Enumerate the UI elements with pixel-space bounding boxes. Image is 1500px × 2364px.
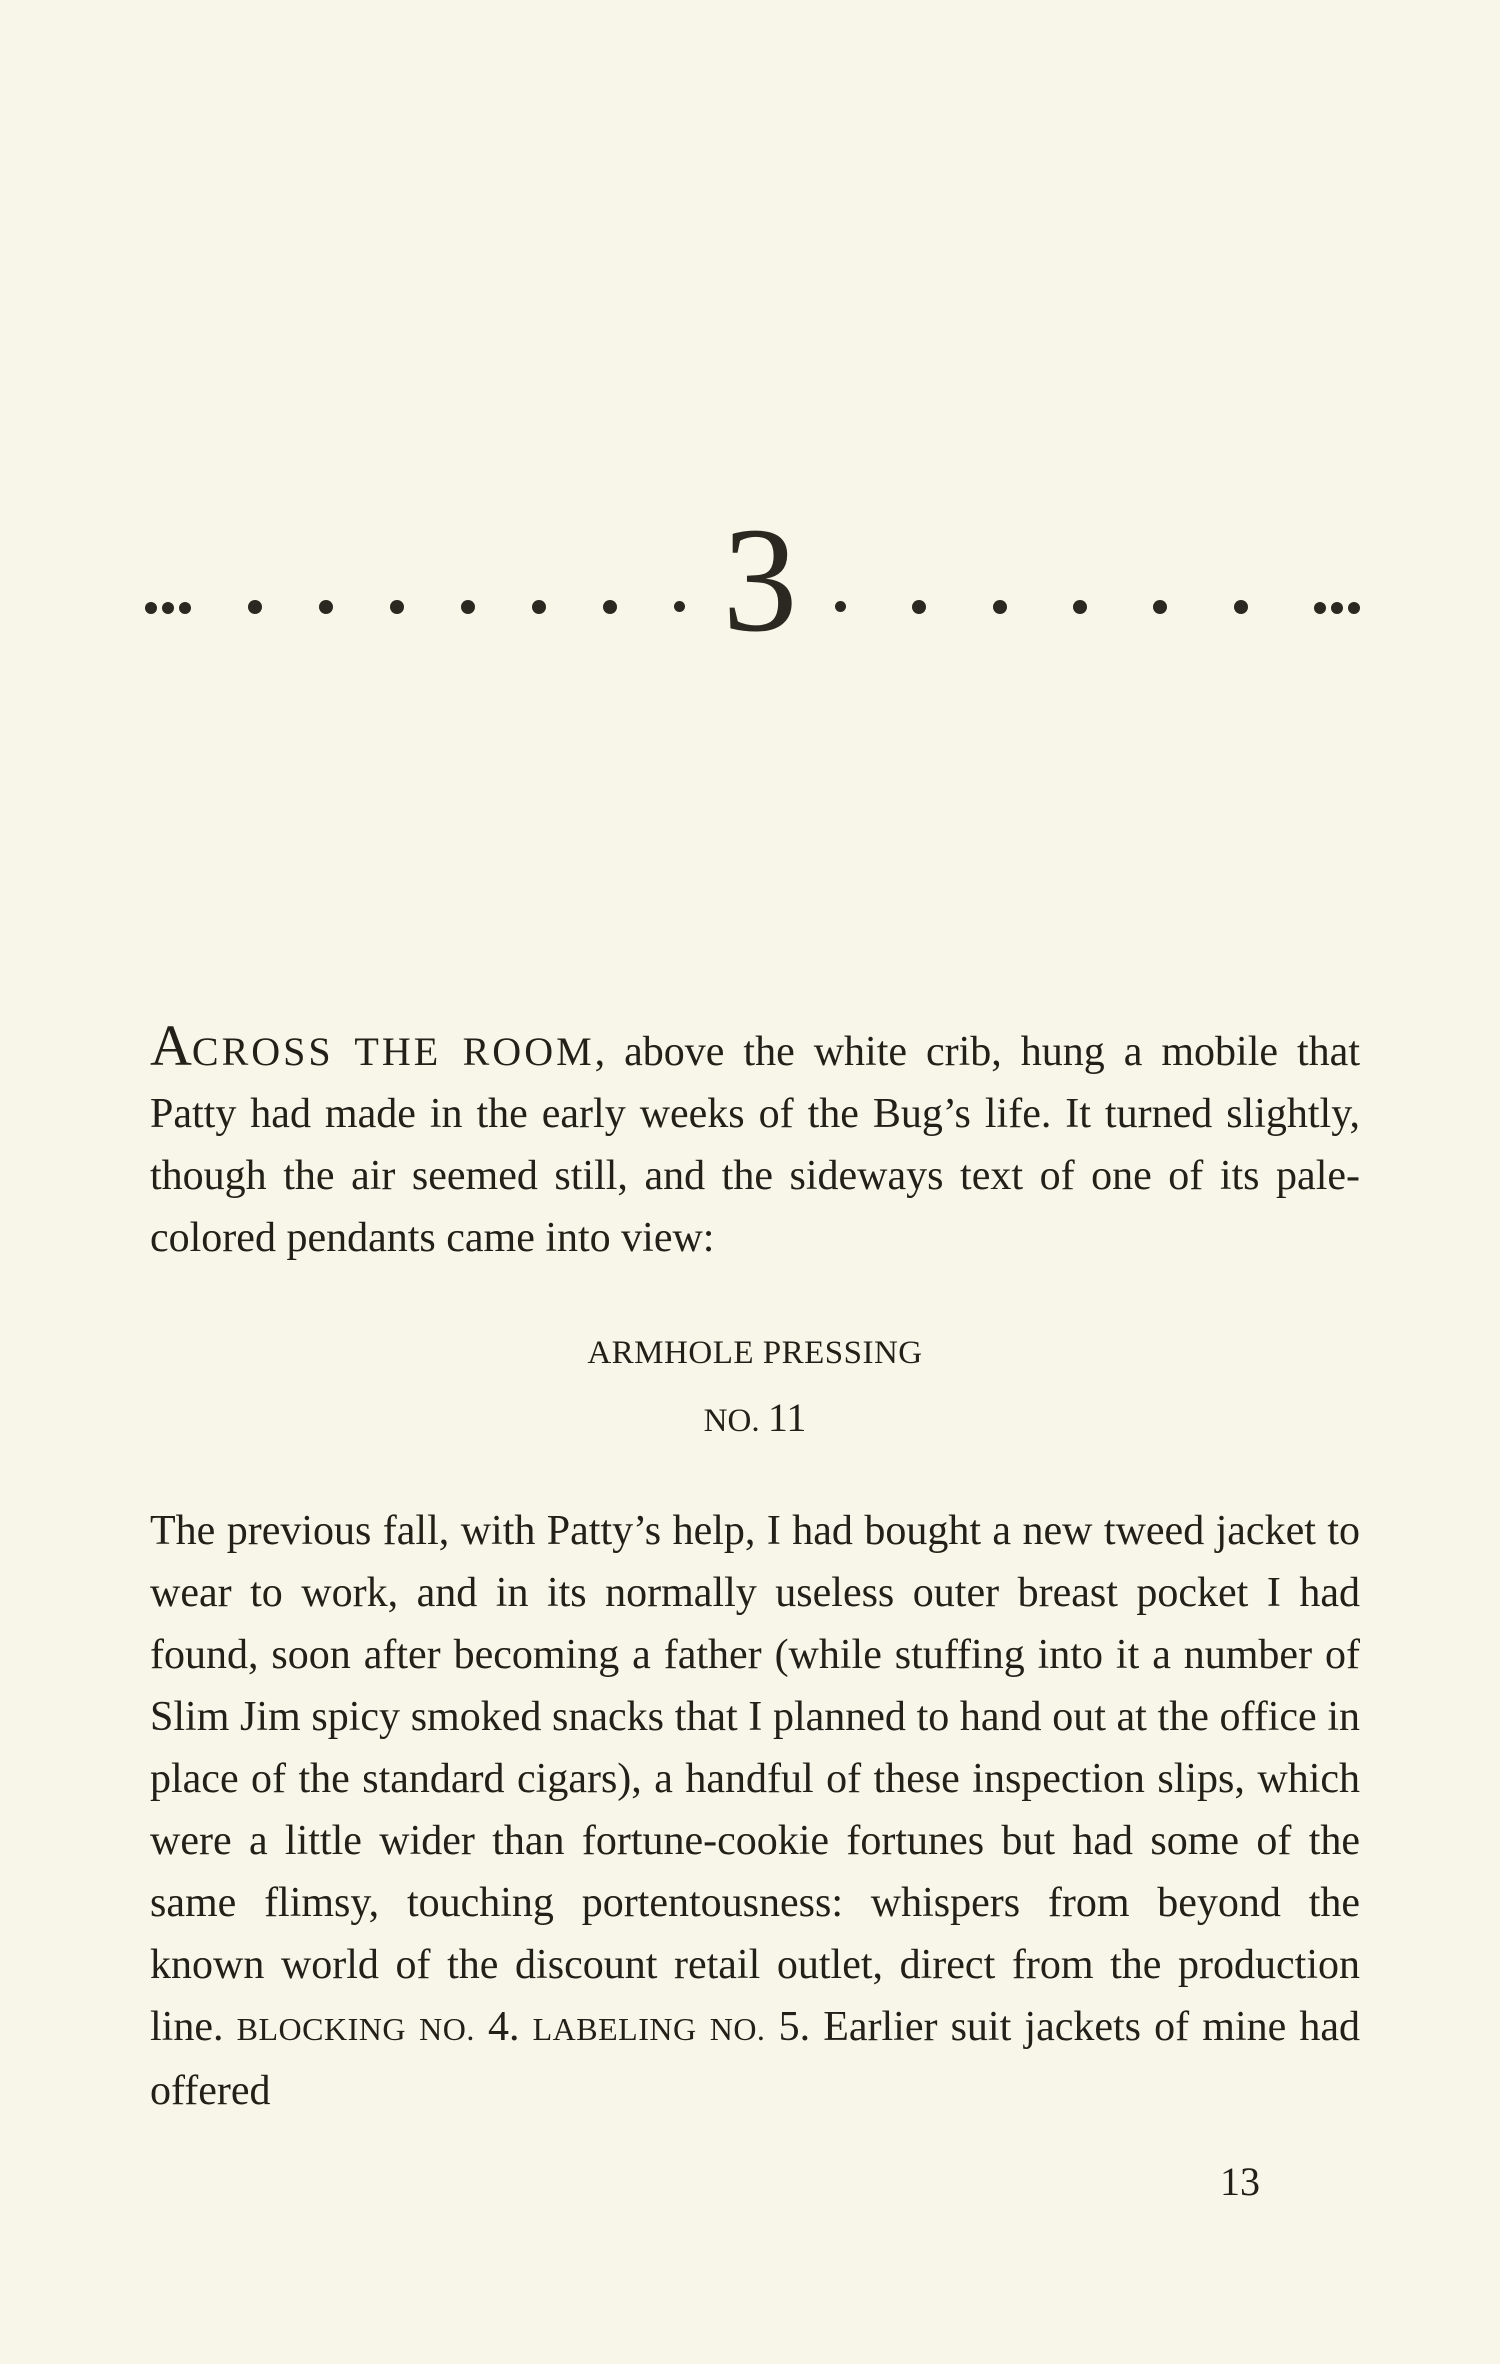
labeling-number: 5. [778, 2004, 811, 2050]
ornament-dot-cluster [1314, 602, 1360, 614]
opening-paragraph-text: , above the white crib, hung a mobile that Patty had made in the early weeks of the Bug’s life. It turned slightly, though the air seemed still, and the sideways text of one of its pale-colored pendants came into view: [150, 1029, 1360, 1261]
chapter-heading [145, 497, 1360, 663]
ornament-dot [912, 600, 926, 614]
chapter-number: 3 [722, 497, 798, 663]
ornament-dot [461, 600, 475, 614]
body-paragraph-tail: Earlier suit jackets of mine had offered [150, 2004, 1361, 2114]
inspection-slip-title: ARMHOLE PRESSING [587, 1335, 923, 1371]
blocking-number: 4. [487, 2004, 520, 2050]
opening-smallcaps: CROSS THE ROOM [191, 1029, 595, 1074]
ornament-dot [603, 600, 617, 614]
ornament-dot [1153, 600, 1167, 614]
ornament-dot [993, 600, 1007, 614]
opening-paragraph [150, 1015, 1360, 1269]
ornament-dot [248, 600, 262, 614]
ornament-dot [179, 602, 191, 614]
ornament-dot [162, 602, 174, 614]
labeling-label: LABELING [532, 2011, 697, 2047]
ornament-dot [1073, 600, 1087, 614]
ornament-dot [390, 600, 404, 614]
ornament-dot [532, 600, 546, 614]
body-paragraph [150, 1500, 1360, 2122]
ornament-dot [1348, 602, 1360, 614]
ornament-dot [1314, 602, 1326, 614]
ornament-dots-left [145, 500, 685, 660]
inspection-slip-number [150, 1393, 1360, 1446]
inspection-slip-no-label: NO. [703, 1403, 760, 1439]
blocking-label: BLOCKING [236, 2011, 406, 2047]
ornament-dot [319, 600, 333, 614]
ornament-dot [1234, 600, 1248, 614]
ornament-dots-right [835, 500, 1360, 660]
ornament-dot [835, 601, 846, 612]
inspection-slip-no-value: 11 [767, 1395, 807, 1440]
ornament-dot [1331, 602, 1343, 614]
ornament-dot [145, 602, 157, 614]
ornament-dot-cluster [145, 602, 191, 614]
page-number: 13 [1220, 2159, 1260, 2204]
body-paragraph-text: The previous fall, with Patty’s help, I had bought a new tweed jacket to wear to work, and in its normally useless outer breast pocket I had found, soon after becoming a father (while stuffing into it a number of Slim Jim spicy smoked snacks that I planned to hand out at the office in place of the standard cigars), a handful of these inspection slips, which were a little wider than fortune-cookie fortunes but had some of the same flimsy, touching portentousness: whispers from beyond the known world of the discount retail outlet, direct from the production line. [150, 1508, 1360, 2050]
ornament-dot [674, 601, 685, 612]
drop-cap: A [150, 1013, 192, 1078]
blocking-no-label: NO. [419, 2011, 475, 2047]
labeling-no-label: NO. [709, 2011, 766, 2047]
